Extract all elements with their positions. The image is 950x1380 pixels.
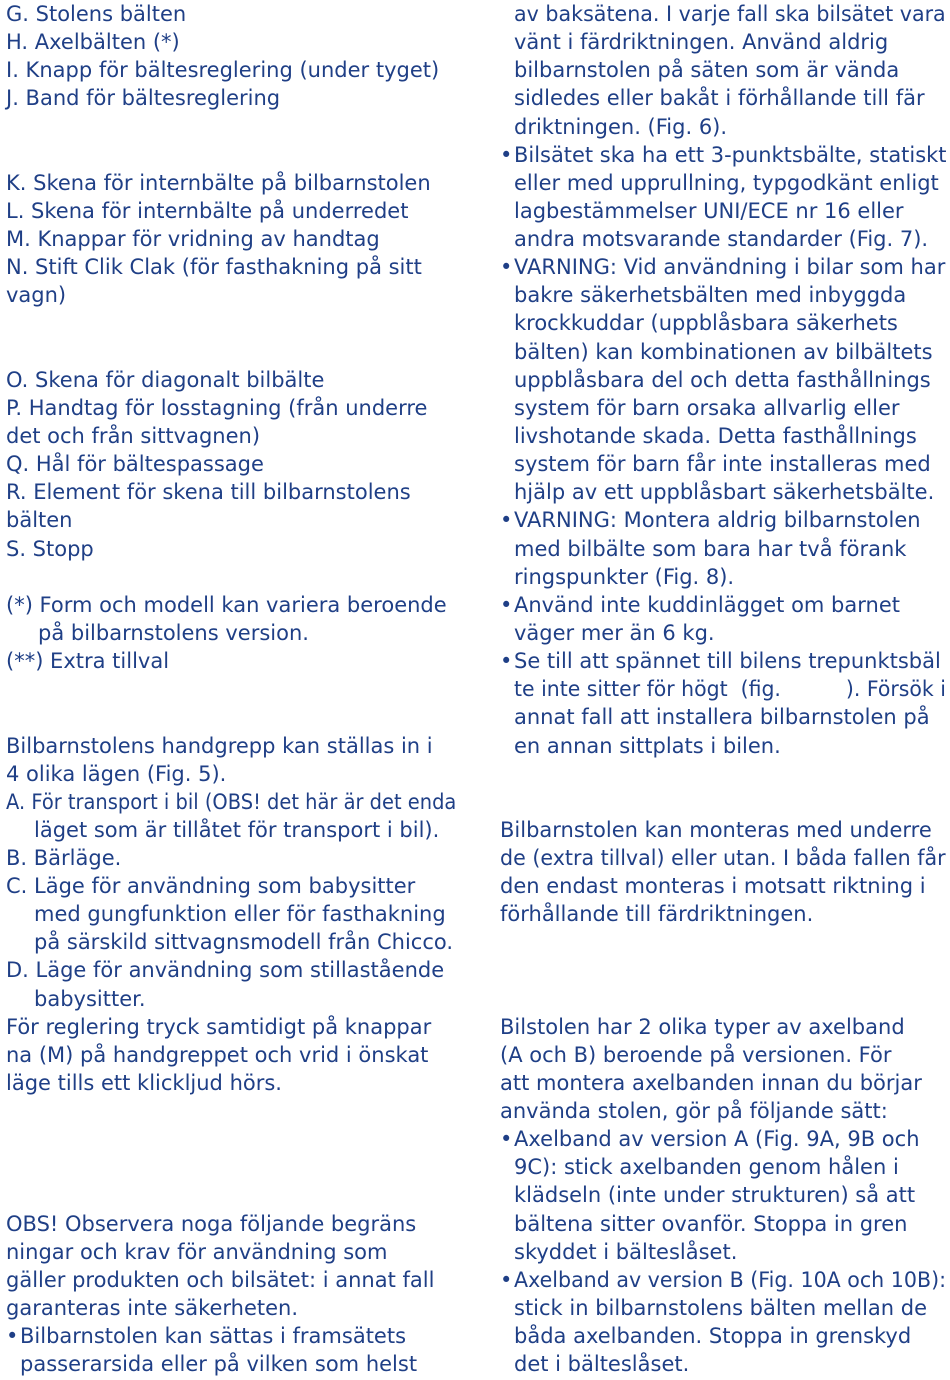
text-line: system för barn får inte installeras med <box>514 452 931 476</box>
bullet-item <box>500 506 948 534</box>
text-line: I. Knapp för bältesreglering (under tyget) <box>6 58 440 82</box>
bullet-mark: • <box>500 143 513 167</box>
text-line: väger mer än 6 kg. <box>514 621 715 645</box>
text-line: C. Läge för användning som babysitter <box>6 874 416 898</box>
bullet-mark: • <box>6 1324 19 1348</box>
text-line: krockkuddar (uppblåsbara säkerhets <box>514 311 898 335</box>
text-line: K. Skena för internbälte på bilbarnstolen <box>6 171 431 195</box>
text-line: läget som är tillåtet för transport i bil). <box>34 818 440 842</box>
text-line: använda stolen, gör på följande sätt: <box>500 1099 888 1123</box>
text-line: Använd inte kuddinlägget om barnet <box>514 593 900 617</box>
text-line: gäller produkten och bilsätet: i annat fall <box>6 1268 435 1292</box>
text-line: annat fall att installera bilbarnstolen på <box>514 705 930 729</box>
text-line: Axelband av version A (Fig. 9A, 9B och <box>514 1127 920 1151</box>
text-line: av baksätena. I varje fall ska bilsätet vara <box>514 2 946 26</box>
text-line: skyddet i bälteslåset. <box>514 1240 738 1264</box>
text-line: VARNING: Vid användning i bilar som har <box>514 255 946 279</box>
text-line: eller med upprullning, typgodkänt enligt <box>514 171 939 195</box>
text-line: 9C): stick axelbanden genom hålen i <box>514 1155 899 1179</box>
bullet-item <box>500 253 948 281</box>
text-line: med bilbälte som bara har två förank <box>514 537 907 561</box>
text-line: Q. Hål för bältespassage <box>6 452 264 476</box>
text-line: R. Element för skena till bilbarnstolens <box>6 480 411 504</box>
bullet-item <box>500 591 948 619</box>
bullet-item <box>6 1322 458 1350</box>
text-line: (*) Form och modell kan variera beroende <box>6 593 447 617</box>
text-line: ningar och krav för användning som <box>6 1240 388 1264</box>
text-line: läge tills ett klickljud hörs. <box>6 1071 282 1095</box>
text-line: lagbestämmelser UNI/ECE nr 16 eller <box>514 199 904 223</box>
text-line: OBS! Observera noga följande begräns <box>6 1212 417 1236</box>
text-line: B. Bärläge. <box>6 846 122 870</box>
text-line: J. Band för bältesreglering <box>6 86 281 110</box>
bullet-item <box>500 1125 948 1153</box>
bullet-mark: • <box>500 593 513 617</box>
text-line: uppblåsbara del och detta fasthållnings <box>514 368 931 392</box>
text-line: på särskild sittvagnsmodell från Chicco. <box>34 930 454 954</box>
text-line: Se till att spännet till bilens trepunktsbäl <box>514 649 941 673</box>
text-line: te inte sitter för högt (fig. ). Försök i <box>514 677 946 701</box>
text-line: med gungfunktion eller för fasthakning <box>34 902 446 926</box>
text-line: Bilbarnstolen kan monteras med underre <box>500 818 932 842</box>
text-line: Bilbarnstolens handgrepp kan ställas in i <box>6 734 433 758</box>
text-line: bilbarnstolen på säten som är vända <box>514 58 900 82</box>
text-line: passerarsida eller på vilken som helst <box>20 1352 418 1376</box>
bullet-item <box>500 647 948 675</box>
text-line: 4 olika lägen (Fig. 5). <box>6 762 227 786</box>
text-line: det i bälteslåset. <box>514 1352 690 1376</box>
text-line: hjälp av ett uppblåsbart säkerhetsbälte. <box>514 480 935 504</box>
bullet-mark: • <box>500 649 513 673</box>
text-line: VARNING: Montera aldrig bilbarnstolen <box>514 508 921 532</box>
text-line: det och från sittvagnen) <box>6 424 261 448</box>
text-line: sidledes eller bakåt i förhållande till fär <box>514 86 925 110</box>
text-line: driktningen. (Fig. 6). <box>514 115 728 139</box>
text-line: S. Stopp <box>6 537 94 561</box>
text-line: vänt i färdriktningen. Använd aldrig <box>514 30 889 54</box>
text-line: N. Stift Clik Clak (för fasthakning på sitt <box>6 255 422 279</box>
bullet-mark: • <box>500 1268 513 1292</box>
text-line: Axelband av version B (Fig. 10A och 10B): <box>514 1268 947 1292</box>
text-line: L. Skena för internbälte på underredet <box>6 199 409 223</box>
text-line: D. Läge för användning som stillastående <box>6 958 445 982</box>
text-line: båda axelbanden. Stoppa in grenskyd <box>514 1324 912 1348</box>
text-line: andra motsvarande standarder (Fig. 7). <box>514 227 929 251</box>
text-line: en annan sittplats i bilen. <box>514 734 781 758</box>
text-line: bältena sitter ovanför. Stoppa in gren <box>514 1212 908 1236</box>
text-line: Bilsätet ska ha ett 3-punktsbälte, statiskt <box>514 143 947 167</box>
text-line: system för barn orsaka allvarlig eller <box>514 396 900 420</box>
bullet-mark: • <box>500 1127 513 1151</box>
text-line: bakre säkerhetsbälten med inbyggda <box>514 283 907 307</box>
text-line: bälten) kan kombinationen av bilbältets <box>514 340 933 364</box>
bullet-mark: • <box>500 508 513 532</box>
bullet-mark: • <box>500 255 513 279</box>
text-line: Bilbarnstolen kan sättas i framsätets <box>20 1324 407 1348</box>
text-line: För reglering tryck samtidigt på knappar <box>6 1015 432 1039</box>
text-line: garanteras inte säkerheten. <box>6 1296 299 1320</box>
text-line: den endast monteras i motsatt riktning i <box>500 874 926 898</box>
text-line: att montera axelbanden innan du börjar <box>500 1071 922 1095</box>
text-line: (**) Extra tillval <box>6 649 170 673</box>
text-line: Bilstolen har 2 olika typer av axelband <box>500 1015 905 1039</box>
text-line: M. Knappar för vridning av handtag <box>6 227 380 251</box>
text-line: stick in bilbarnstolens bälten mellan de <box>514 1296 928 1320</box>
text-line: A. För transport i bil (OBS! det här är det enda <box>6 790 457 814</box>
text-line: de (extra tillval) eller utan. I båda fallen får <box>500 846 946 870</box>
bullet-item <box>500 141 948 169</box>
text-line: förhållande till färdriktningen. <box>500 902 814 926</box>
bullet-item <box>500 1266 948 1294</box>
text-line: P. Handtag för losstagning (från underre <box>6 396 428 420</box>
text-line: (A och B) beroende på versionen. För <box>500 1043 892 1067</box>
text-line: bälten <box>6 508 73 532</box>
text-line: livshotande skada. Detta fasthållnings <box>514 424 917 448</box>
text-line: klädseln (inte under strukturen) så att <box>514 1183 916 1207</box>
text-line: på bilbarnstolens version. <box>38 621 309 645</box>
text-line: O. Skena för diagonalt bilbälte <box>6 368 325 392</box>
text-line: na (M) på handgreppet och vrid i önskat <box>6 1043 429 1067</box>
text-line: babysitter. <box>34 987 146 1011</box>
text-line: ringspunkter (Fig. 8). <box>514 565 735 589</box>
text-line: G. Stolens bälten <box>6 2 187 26</box>
text-line: vagn) <box>6 283 67 307</box>
text-line: H. Axelbälten (*) <box>6 30 180 54</box>
